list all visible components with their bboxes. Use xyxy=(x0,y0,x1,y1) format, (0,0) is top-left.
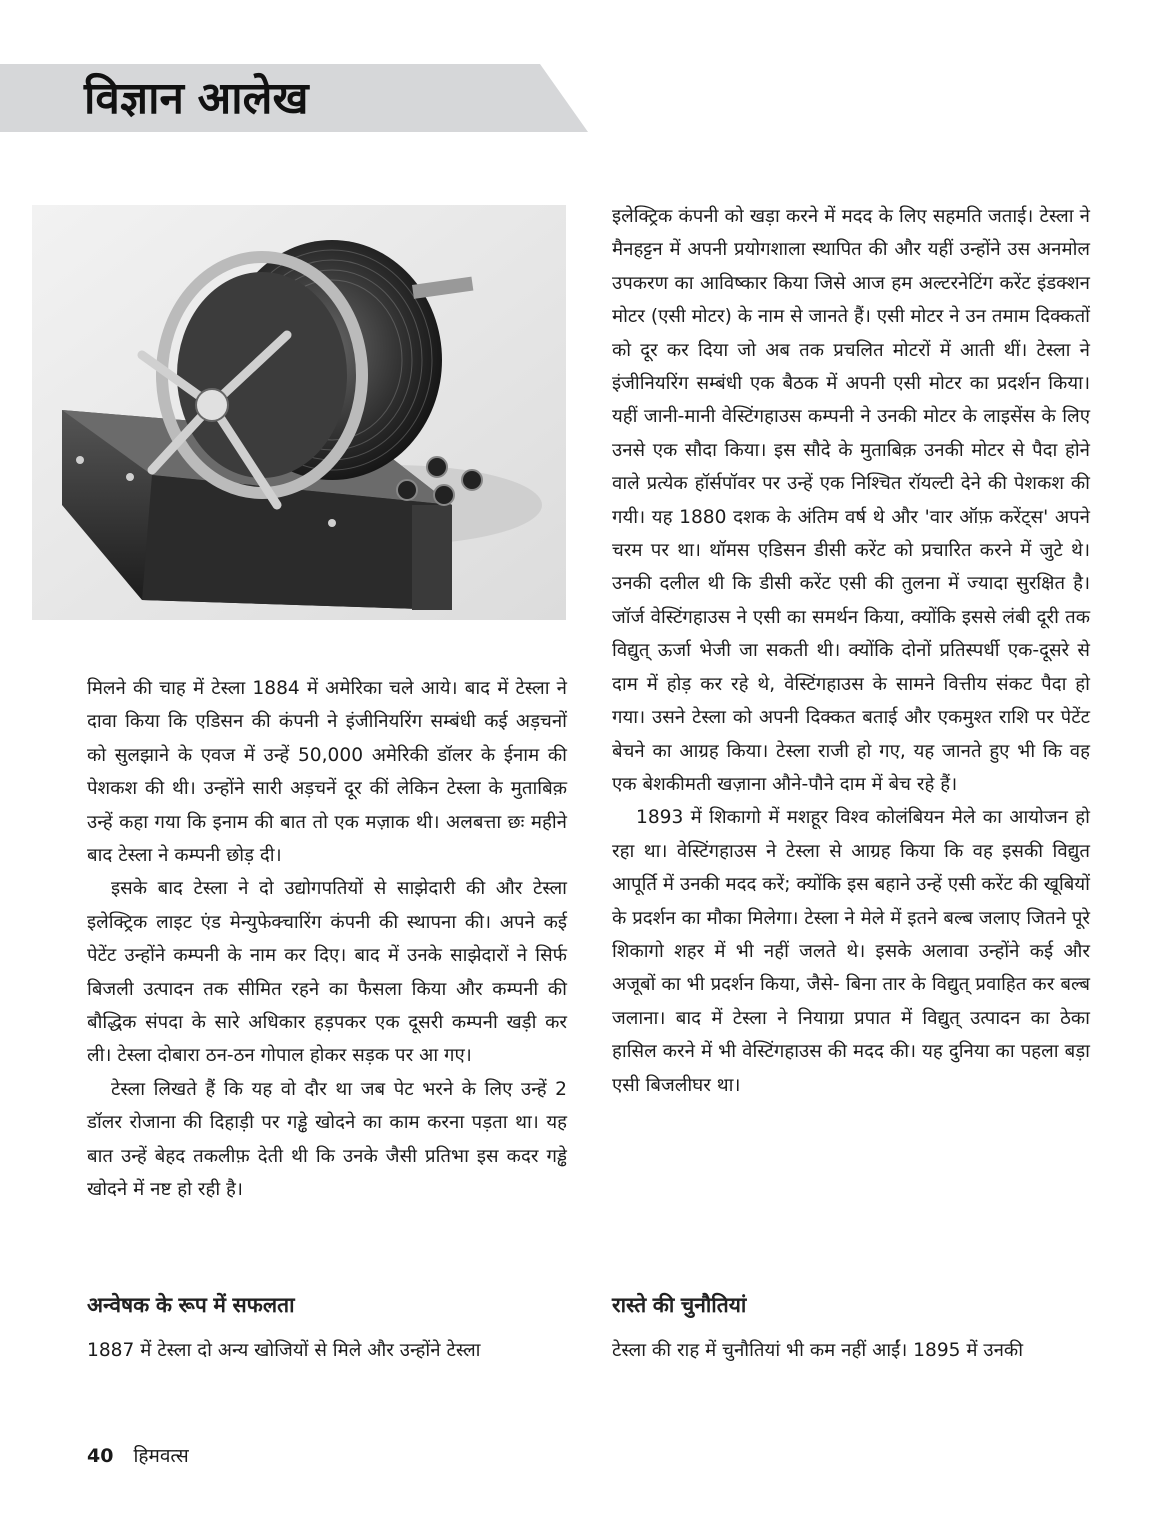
right-column xyxy=(612,200,1090,1102)
paragraph: इसके बाद टेस्ला ने दो उद्योगपतियों से साझेदारी की और टेस्ला इलेक्ट्रिक लाइट एंड मेन्युफेक्चारिंग कंपनी की स्थापना की। अपने कई पेटेंट उन्होंने कम्पनी के नाम कर दिए। बाद में उनके साझेदारों ने सिर्फ बिजली उत्पादन तक सीमित रहने का फैसला किया और कम्पनी की बौद्धिक संपदा के सारे अधिकार हड़पकर एक दूसरी कम्पनी खड़ी कर ली। टेस्ला दोबारा ठन-ठन गोपाल होकर सड़क पर आ गए। xyxy=(87,878,567,1067)
paragraph: टेस्ला लिखते हैं कि यह वो दौर था जब पेट भरने के लिए उन्हें 2 डॉलर रोजाना की दिहाड़ी पर गड्ढे खोदने का काम करना पड़ता था। यह बात उन्हें बेहद तकलीफ़ देती थी कि उनके जैसी प्रतिभा इस कदर गड्ढे खोदने में नष्ट हो रही है। xyxy=(87,1078,567,1201)
section-title: विज्ञान आलेख xyxy=(84,73,309,124)
paragraph-start: टेस्ला की राह में चुनौतियां भी कम नहीं आईं। 1895 में उनकी xyxy=(612,1340,1024,1361)
magazine-name: हिमवत्स xyxy=(133,1445,189,1467)
subheading-success-as-inventor: अन्वेषक के रूप में सफलता xyxy=(87,1293,295,1317)
paragraph: 1893 में शिकागो में मशहूर विश्व कोलंबियन मेले का आयोजन हो रहा था। वेस्टिंगहाउस ने टेस्ला से आग्रह किया कि वह इसकी विद्युत आपूर्ति में उनकी मदद करें; क्योंकि इस बहाने उन्हें एसी करेंट की खूबियों के प्रदर्शन का मौका मिलेगा। टेस्ला ने मेले में इतने बल्ब जलाए जितने पूरे शिकागो शहर में भी नहीं जलते थे। इसके अलावा उन्होंने कई और अजूबों का भी प्रदर्शन किया, जैसे- बिना तार के विद्युत् प्रवाहित कर बल्ब जलाना। बाद में टेस्ला ने नियाग्रा प्रपात में विद्युत् उत्पादन का ठेका हासिल करने में भी वेस्टिंगहाउस की मदद की। यह दुनिया का पहला बड़ा एसी बिजलीघर था। xyxy=(612,807,1090,1096)
paragraph: मिलने की चाह में टेस्ला 1884 में अमेरिका चले आये। बाद में टेस्ला ने दावा किया कि एडिसन की कंपनी ने इंजीनियरिंग सम्बंधी कई अड़चनों को सुलझाने के एवज में उन्हें 50,000 अमेरिकी डॉलर के ईनाम की पेशकश की थी। उन्होंने सारी अड़चनें दूर कीं लेकिन टेस्ला के मुताबिक़ उन्हें कहा गया कि इनाम की बात तो एक मज़ाक थी। अलबत्ता छः महीने बाद टेस्ला ने कम्पनी छोड़ दी। xyxy=(87,678,567,867)
left-column xyxy=(87,672,567,1207)
page-number: 40 xyxy=(87,1445,114,1467)
paragraph-start: 1887 में टेस्ला दो अन्य खोजियों से मिले और उन्होंने टेस्ला xyxy=(87,1340,481,1361)
paragraph: इलेक्ट्रिक कंपनी को खड़ा करने में मदद के लिए सहमति जताई। टेस्ला ने मैनहट्टन में अपनी प्रयोगशाला स्थापित की और यहीं उन्होंने उस अनमोल उपकरण का आविष्कार किया जिसे आज हम अल्टरनेटिंग करेंट इंडक्शन मोटर (एसी मोटर) के नाम से जानते हैं। एसी मोटर ने उन तमाम दिक्कतों को दूर कर दिया जो अब तक प्रचलित मोटरों में आती थीं। टेस्ला ने इंजीनियरिंग सम्बंधी एक बैठक में अपनी एसी मोटर का प्रदर्शन किया। यहीं जानी-मानी वेस्टिंगहाउस कम्पनी ने उनकी मोटर के लाइसेंस के लिए उनसे एक सौदा किया। इस सौदे के मुताबिक़ उनकी मोटर से पैदा होने वाले प्रत्येक हॉर्सपॉवर पर उन्हें एक निश्चित रॉयल्टी देने की पेशकश की गयी। यह 1880 दशक के अंतिम वर्ष थे और 'वार ऑफ़ करेंट्स' अपने चरम पर था। थॉमस एडिसन डीसी करेंट को प्रचारित करने में जुटे थे। उनकी दलील थी कि डीसी करेंट एसी की तुलना में ज्यादा सुरक्षित है। जॉर्ज वेस्टिंगहाउस ने एसी का समर्थन किया, क्योंकि इससे लंबी दूरी तक विद्युत् ऊर्जा भेजी जा सकती थी। क्योंकि दोनों प्रतिस्पर्धी एक-दूसरे से दाम में होड़ कर रहे थे, वेस्टिंगहाउस के सामने वित्तीय संकट पैदा हो गया। उसने टेस्ला को अपनी दिक्कत बताई और एकमुश्त राशि पर पेटेंट बेचने का आग्रह किया। टेस्ला राजी हो गए, यह जानते हुए भी कि वह एक बेशकीमती खज़ाना औने-पौने दाम में बेच रहे हैं। xyxy=(612,206,1090,795)
page-footer xyxy=(87,1442,189,1470)
subheading-challenges: रास्ते की चुनौतियां xyxy=(612,1293,747,1317)
ac-motor-photo xyxy=(32,205,566,620)
